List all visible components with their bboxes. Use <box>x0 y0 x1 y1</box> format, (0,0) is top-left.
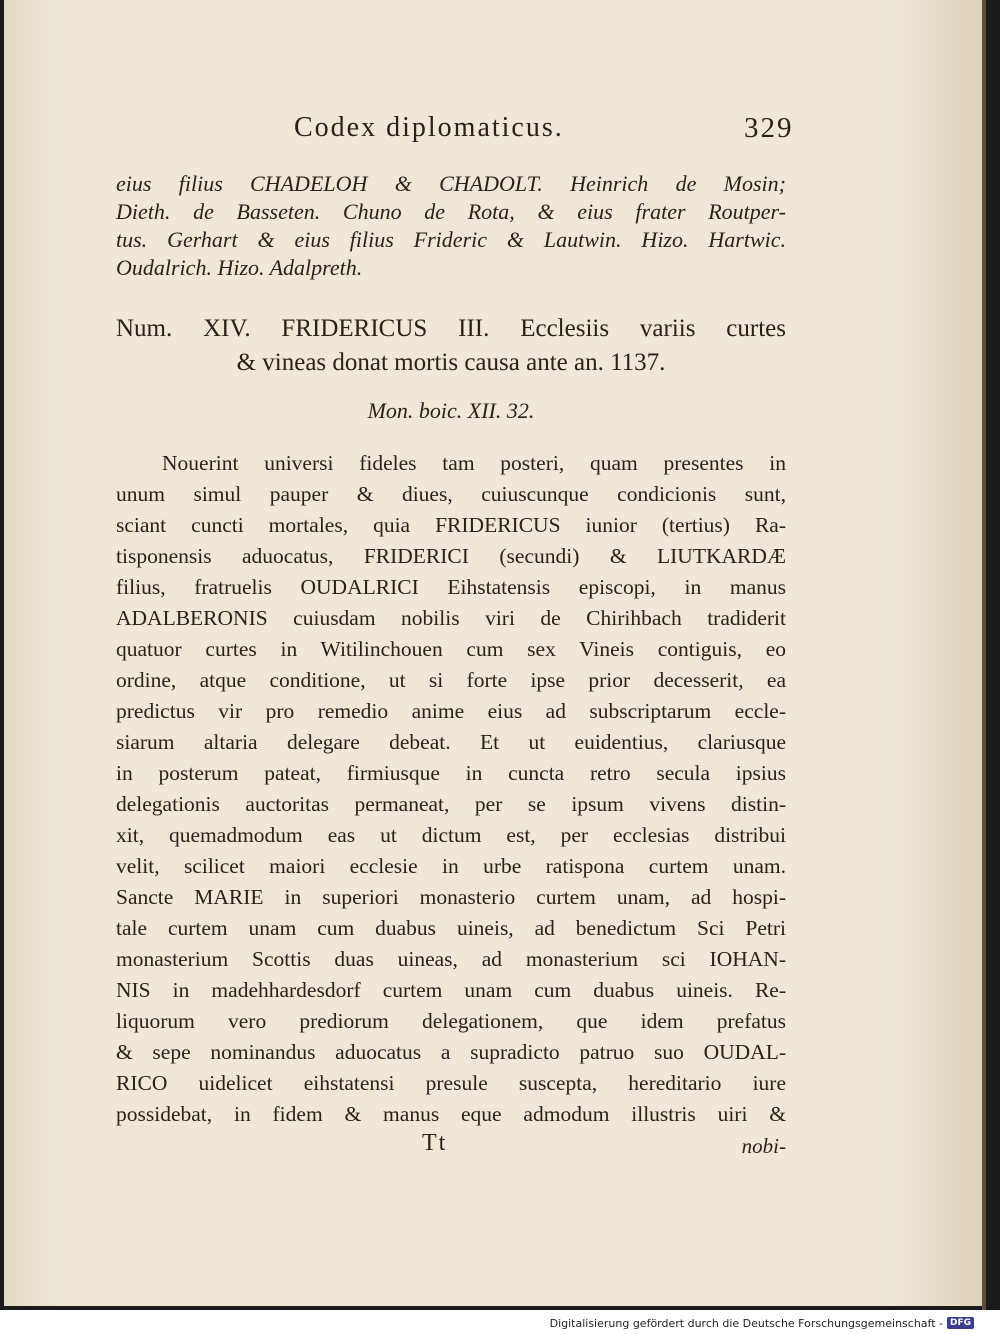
text-line: ordine, atque conditione, ut si forte ipse prior decesserit, ea <box>116 668 786 692</box>
page-footer <box>116 1130 786 1164</box>
text-line: liquorum vero prediorum delegationem, que idem prefatus <box>116 1009 786 1033</box>
text-line: tisponensis aduocatus, FRIDERICI (secundi) & LIUTKARDÆ <box>116 544 786 568</box>
heading-line: & vineas donat mortis causa ante an. 1137. <box>236 349 666 376</box>
text-line: NIS in madehhardesdorf curtem unam cum duabus uineis. Re- <box>116 978 786 1002</box>
charter-text <box>116 448 786 1130</box>
dfg-logo-icon: DFG <box>947 1317 974 1329</box>
credit-text: Digitalisierung gefördert durch die Deutsche Forschungsgemeinschaft - <box>549 1316 943 1330</box>
text-line: Dieth. de Basseten. Chuno de Rota, & eius frater Routper- <box>116 199 786 224</box>
text-line: delegationis auctoritas permaneat, per se ipsum vivens distin- <box>116 792 786 816</box>
document-heading <box>116 312 786 380</box>
text-line: ADALBERONIS cuiusdam nobilis viri de Chirihbach tradiderit <box>116 606 786 630</box>
page-edge <box>982 0 986 1310</box>
book-page <box>4 0 982 1306</box>
text-line: unum simul pauper & diues, cuiuscunque condicionis sunt, <box>116 482 786 506</box>
text-line: tus. Gerhart & eius filius Frideric & Lautwin. Hizo. Hartwic. <box>116 227 786 252</box>
text-line: RICO uidelicet eihstatensi presule susceptа, hereditario iure <box>116 1071 786 1095</box>
text-line: tale curtem unam cum duabus uineis, ad benedictum Sci Petri <box>116 916 786 940</box>
text-line: sciant cuncti mortales, quia FRIDERICUS iunior (tertius) Ra- <box>116 513 786 537</box>
catchword: nobi- <box>741 1134 786 1158</box>
text-line: Oudalrich. Hizo. Adalpreth. <box>116 255 363 280</box>
page-number: 329 <box>744 112 794 144</box>
text-line: xit, quemadmodum eas ut dictum est, per ecclesias distribui <box>116 823 786 847</box>
text-line: in posterum pateat, firmiusque in cuncta retro secula ipsius <box>116 761 786 785</box>
text-line: Sancte MARIE in superiori monasterio curtem unam, ad hospi- <box>116 885 786 909</box>
text-line: velit, scilicet maiori ecclesie in urbe ratispona curtem unam. <box>116 854 786 878</box>
text-line: & sepe nominandus aduocatus a supradicto patruo suo OUDAL- <box>116 1040 786 1064</box>
text-line: possidebat, in fidem & manus eque admodum illustris uiri & <box>116 1102 786 1126</box>
heading-line: Num. XIV. FRIDERICUS III. Ecclesiis variis curtes <box>116 315 786 342</box>
signature-mark: Tt <box>422 1130 448 1156</box>
page-header <box>294 112 794 152</box>
text-line: quatuor curtes in Witilinchouen cum sex Vineis contiguis, eo <box>116 637 786 661</box>
source-reference: Mon. boic. XII. 32. <box>367 398 535 423</box>
text-line: monasterium Scottis duas uineas, ad monasterium sci IOHAN- <box>116 947 786 971</box>
text-line: eius filius CHADELOH & CHADOLT. Heinrich de Mosin; <box>116 171 786 196</box>
text-line: siarum altaria delegare debeat. Et ut euidentius, clariusque <box>116 730 786 754</box>
running-title: Codex diplomaticus. <box>294 112 564 143</box>
text-line: Nouerint universi fideles tam posteri, quam presentes in <box>162 451 786 475</box>
witness-list <box>116 170 786 282</box>
text-line: predictus vir pro remedio anime eius ad subscriptarum eccle- <box>116 699 786 723</box>
digitization-credit <box>550 1315 974 1331</box>
text-line: filius, fratruelis OUDALRICI Eihstatensis episcopi, in manus <box>116 575 786 599</box>
